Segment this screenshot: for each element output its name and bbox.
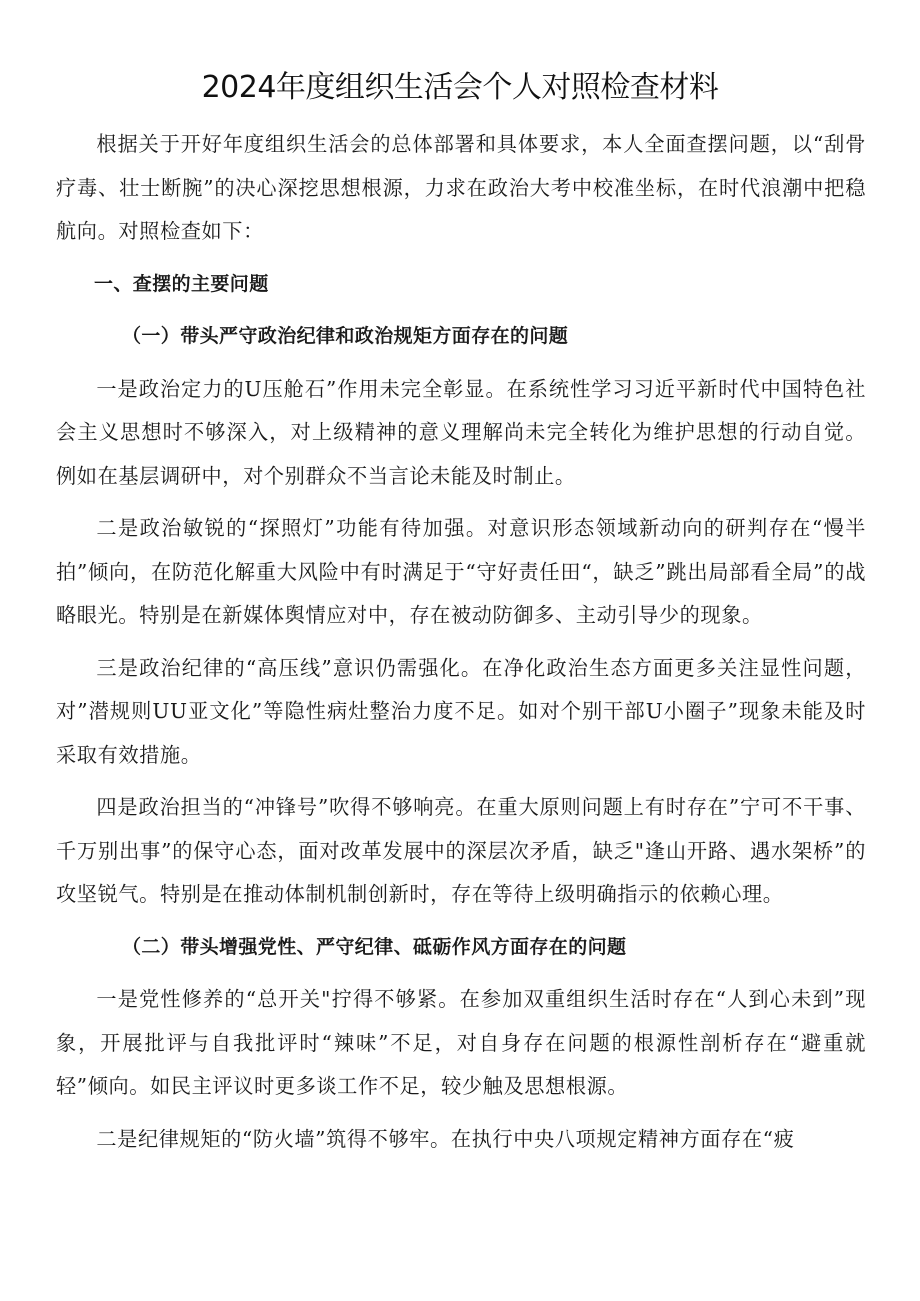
section-heading-1: 一、查摆的主要问题 <box>94 272 269 295</box>
document-body <box>56 123 866 1161</box>
paragraph-1-1: 一是政治定力的U压舱石”作用未完全彰显。在系统性学习习近平新时代中国特色社会主义思想时不够深入，对上级精神的意义理解尚未完全转化为维护思想的行动自觉。例如在基层调研中，对个别群众不当言论未能及时制止。 <box>56 376 866 488</box>
paragraph-1-2: 二是政治敏锐的“探照灯”功能有待加强。对意识形态领域新动向的研判存在“慢半拍”倾向，在防范化解重大风险中有时满足于“守好责任田“，缺乏”跳出局部看全局”的战略眼光。特别是在新媒体舆情应对中，存在被动防御多、主动引导少的现象。 <box>56 516 866 627</box>
document-title: 2024年度组织生活会个人对照检查材料 <box>201 70 719 105</box>
subsection-heading-1: （一）带头严守政治纪律和政治规矩方面存在的问题 <box>122 325 569 347</box>
paragraph-1-4: 四是政治担当的“冲锋号”吹得不够响亮。在重大原则问题上有时存在”宁可不干事、千万别出事”的保守心态，面对改革发展中的深层次矛盾，缺乏"逢山开路、遇水架桥”的攻坚锐气。特别是在推动体制机制创新时，存在等待上级明确指示的依赖心理。 <box>56 795 866 906</box>
paragraph-1-3: 三是政治纪律的“高压线”意识仍需强化。在净化政治生态方面更多关注显性问题，对”潜规则UU亚文化”等隐性病灶整治力度不足。如对个别干部U小圈子”现象未能及时采取有效措施。 <box>56 655 866 767</box>
paragraph-2-1: 一是党性修养的“总开关"拧得不够紧。在参加双重组织生活时存在“人到心未到”现象，开展批评与自我批评时“辣味”不足，对自身存在问题的根源性剖析存在“避重就轻”倾向。如民主评议时更多谈工作不足，较少触及思想根源。 <box>56 987 866 1098</box>
subsection-heading-2: （二）带头增强党性、严守纪律、砥砺作风方面存在的问题 <box>122 935 627 958</box>
paragraph-2-2: 二是纪律规矩的“防火墙”筑得不够牢。在执行中央八项规定精神方面存在“疲 <box>96 1126 795 1151</box>
intro-paragraph: 根据关于开好年度组织生活会的总体部署和具体要求，本人全面查摆问题，以“刮骨疗毒、壮士断腕”的决心深挖思想根源，力求在政治大考中校准坐标，在时代浪潮中把稳航向。对照检查如下： <box>56 132 866 243</box>
